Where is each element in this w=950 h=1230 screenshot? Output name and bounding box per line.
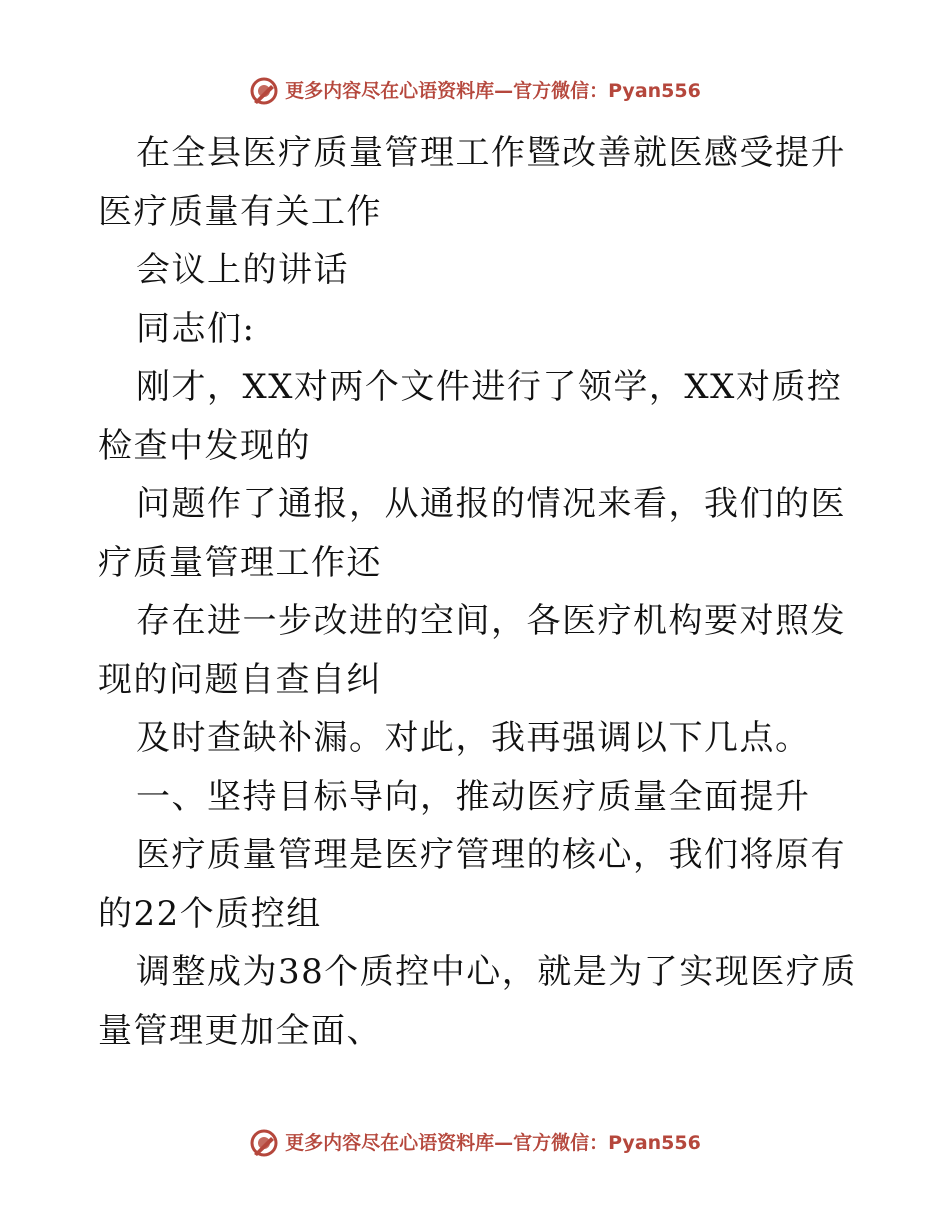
paragraph: 及时查缺补漏。对此，我再强调以下几点。: [136, 718, 811, 758]
watermark-text: 更多内容尽在心语资料库—官方微信：Pyan556: [285, 80, 701, 102]
section-heading: 一、坚持目标导向，推动医疗质量全面提升: [136, 776, 811, 817]
header-watermark: [0, 76, 950, 106]
paragraph: 医疗质量管理是医疗管理的核心，我们将原有的22个质控组: [98, 835, 846, 934]
paragraph: 调整成为38个质控中心，就是为了实现医疗质量管理更加全面、: [98, 952, 857, 1051]
watermark-text: 更多内容尽在心语资料库—官方微信：Pyan556: [285, 1132, 701, 1154]
paragraph: 存在进一步改进的空间，各医疗机构要对照发现的问题自查自纠: [98, 601, 846, 700]
footer-watermark: [0, 1128, 950, 1158]
pen-circle-logo-icon: [249, 76, 279, 106]
paragraph: 在全县医疗质量管理工作暨改善就医感受提升医疗质量有关工作: [98, 133, 846, 232]
paragraph: 刚才，XX对两个文件进行了领学，XX对质控检查中发现的: [98, 367, 843, 466]
document-body: [98, 124, 858, 1060]
paragraph: 会议上的讲话: [136, 250, 349, 290]
paragraph: 同志们:: [136, 308, 256, 349]
pen-circle-logo-icon: [249, 1128, 279, 1158]
paragraph: 问题作了通报，从通报的情况来看，我们的医疗质量管理工作还: [98, 484, 846, 583]
